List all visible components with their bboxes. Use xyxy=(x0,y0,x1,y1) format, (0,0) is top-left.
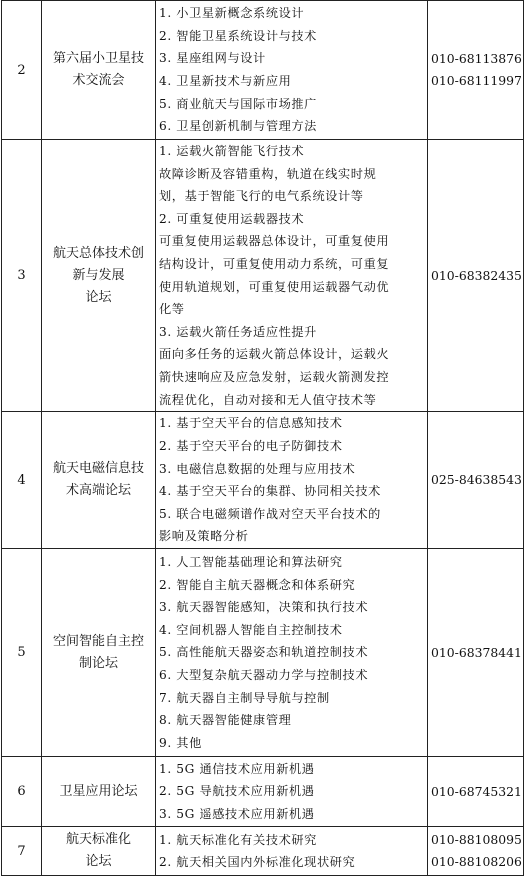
phone-number: 010-88108095 xyxy=(431,832,522,848)
forum-name xyxy=(42,757,156,827)
forum-name-line: 航天电磁信息技 xyxy=(52,461,144,477)
topic-item: 使用轨道规划，可重复使用运载器气动优 xyxy=(159,279,390,294)
topic-item: 可重复使用运载器总体设计，可重复使用 xyxy=(159,234,390,249)
row-number: 3 xyxy=(2,140,42,412)
table-row xyxy=(2,1,524,140)
topic-item: 流程优化，自动对接和无人值守技术等 xyxy=(159,392,377,407)
phone-number: 010-68378441 xyxy=(431,644,522,660)
forum-name-line: 新与发展 xyxy=(72,267,125,283)
topic-item: 3. 运载火箭任务适应性提升 xyxy=(159,324,317,339)
forum-name-line: 卫星应用论坛 xyxy=(59,783,138,799)
phone-number: 010-88108206 xyxy=(431,854,522,870)
forum-name-line: 术高端论坛 xyxy=(65,483,131,499)
topic-item: 9. 其他 xyxy=(159,735,202,750)
forum-name-line: 制论坛 xyxy=(78,655,118,671)
table-row xyxy=(2,549,524,757)
forum-name xyxy=(42,412,156,549)
topic-list xyxy=(156,757,428,827)
contact-phone xyxy=(428,1,524,140)
topic-item: 2. 基于空天平台的电子防御技术 xyxy=(159,438,343,453)
topic-item: 1. 5G 通信技术应用新机遇 xyxy=(159,761,315,776)
forum-name-line: 第六届小卫星技 xyxy=(52,51,144,66)
topic-item: 故障诊断及容错重构，轨道在线实时规 xyxy=(159,166,377,181)
topic-item: 3. 航天器智能感知，决策和执行技术 xyxy=(159,600,369,615)
contact-phone xyxy=(428,140,524,412)
topic-item: 4. 空间机器人智能自主控制技术 xyxy=(159,622,343,637)
forum-name-line: 论坛 xyxy=(85,854,112,870)
forum-name-line: 论坛 xyxy=(85,289,112,305)
topic-item: 5. 联合电磁频谱作战对空天平台技术的 xyxy=(159,506,381,521)
forum-name-line: 航天总体技术创 xyxy=(52,245,144,261)
topic-item: 3. 5G 遥感技术应用新机遇 xyxy=(159,806,315,821)
topic-item: 2. 可重复使用运载器技术 xyxy=(159,211,305,226)
topic-item: 4. 基于空天平台的集群、协同相关技术 xyxy=(159,484,381,499)
topic-item: 6. 大型复杂航天器动力学与控制技术 xyxy=(159,667,369,682)
topic-item: 3. 星座组网与设计 xyxy=(159,51,266,66)
contact-phone xyxy=(428,827,524,876)
forum-name xyxy=(42,140,156,412)
topic-item: 7. 航天器自主制导导航与控制 xyxy=(159,690,330,705)
topic-item: 结构设计，可重复使用动力系统，可重复 xyxy=(159,256,390,271)
topic-item: 影响及策略分析 xyxy=(159,529,249,544)
table-row xyxy=(2,757,524,827)
topic-item: 8. 航天器智能健康管理 xyxy=(159,713,292,728)
forum-name xyxy=(42,549,156,757)
phone-number: 025-84638543 xyxy=(431,472,522,488)
phone-number: 010-68111997 xyxy=(431,73,522,88)
topic-item: 面向多任务的运载火箭总体设计，运载火 xyxy=(159,347,390,362)
row-number: 2 xyxy=(2,1,42,140)
topic-item: 5. 高性能航天器姿态和轨道控制技术 xyxy=(159,645,369,660)
row-number: 7 xyxy=(2,827,42,876)
topic-list xyxy=(156,827,428,876)
row-number: 4 xyxy=(2,412,42,549)
topic-list xyxy=(156,140,428,412)
topic-item: 1. 基于空天平台的信息感知技术 xyxy=(159,416,343,431)
topic-item: 1. 航天标准化有关技术研究 xyxy=(159,832,317,847)
phone-number: 010-68382435 xyxy=(431,267,522,283)
topic-item: 2. 航天相关国内外标准化现状研究 xyxy=(159,855,356,870)
contact-phone xyxy=(428,549,524,757)
topic-list xyxy=(156,1,428,140)
forum-name xyxy=(42,827,156,876)
topic-item: 2. 智能自主航天器概念和体系研究 xyxy=(159,577,356,592)
forum-name-line: 术交流会 xyxy=(72,73,125,88)
topic-item: 1. 小卫星新概念系统设计 xyxy=(159,6,305,21)
forum-name-line: 空间智能自主控 xyxy=(52,633,144,649)
row-number: 6 xyxy=(2,757,42,827)
row-number: 5 xyxy=(2,549,42,757)
topic-item: 4. 卫星新技术与新应用 xyxy=(159,74,292,88)
table-row xyxy=(2,140,524,412)
topic-item: 箭快速响应及应急发射，运载火箭测发控 xyxy=(159,369,390,384)
topic-list xyxy=(156,412,428,549)
topic-item: 5. 商业航天与国际市场推广 xyxy=(159,96,317,111)
contact-phone xyxy=(428,757,524,827)
phone-number: 010-68113876 xyxy=(431,51,522,66)
forum-name xyxy=(42,1,156,140)
topic-item: 1. 人工智能基础理论和算法研究 xyxy=(159,554,343,569)
phone-number: 010-68745321 xyxy=(431,783,522,799)
topic-item: 3. 电磁信息数据的处理与应用技术 xyxy=(159,461,356,476)
topic-item: 划，基于智能飞行的电气系统设计等 xyxy=(159,189,364,204)
topic-item: 2. 5G 导航技术应用新机遇 xyxy=(159,784,315,799)
topic-item: 1. 运载火箭智能飞行技术 xyxy=(159,144,305,158)
table-row xyxy=(2,412,524,549)
table-row xyxy=(2,827,524,876)
topic-item: 2. 智能卫星系统设计与技术 xyxy=(159,28,317,43)
contact-phone xyxy=(428,412,524,549)
forum-table xyxy=(1,0,524,876)
topic-item: 6. 卫星创新机制与管理方法 xyxy=(159,119,317,134)
topic-list xyxy=(156,549,428,757)
forum-name-line: 航天标准化 xyxy=(65,832,131,848)
topic-item: 化等 xyxy=(159,302,185,317)
forum-table-body xyxy=(2,1,524,876)
